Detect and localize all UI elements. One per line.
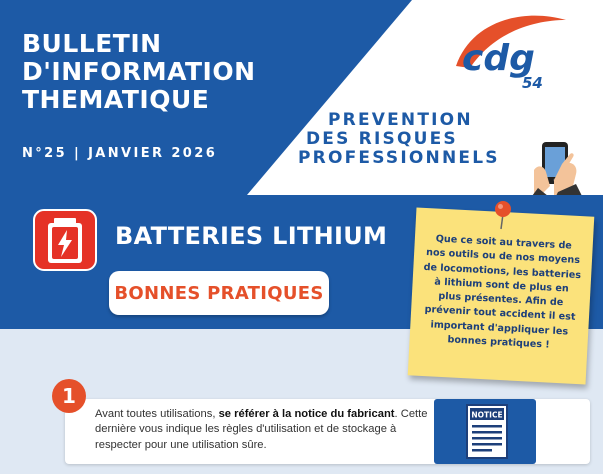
bulletin-title-line-3: THEMATIQUE	[22, 85, 210, 114]
push-pin-icon	[492, 200, 514, 230]
practice-number-1: 1	[52, 379, 86, 413]
good-practices-tag	[109, 271, 329, 315]
practice-text-1	[95, 407, 430, 453]
logo-number: 54	[522, 74, 543, 92]
subtitle-line-1: PREVENTION	[328, 110, 473, 130]
logo-text: cdg	[462, 38, 535, 79]
sticky-note-text: Que ce soit au travers de nos outils ou de nos moyens de locomotions, les batteries à lithium sont de plus en plus présentes. Afin de prévenir tout accident il est important d'appliquer les bonnes pratiques !	[423, 233, 582, 351]
battery-warning-icon	[33, 209, 97, 271]
notice-document-icon	[466, 404, 508, 459]
practice-text-after: . Cette dernière vous indique les règles d'utilisation et de stockage à respecter pour une utilisation sûre.	[95, 408, 428, 451]
bulletin-title-line-1: BULLETIN	[22, 29, 162, 58]
practice-text-bold: se référer à la notice du fabricant	[218, 408, 395, 420]
good-practices-label: BONNES PRATIQUES	[114, 282, 324, 304]
subtitle-line-2: DES RISQUES	[306, 129, 458, 149]
sticky-note	[408, 207, 595, 384]
notice-label: NOTICE	[471, 410, 503, 420]
hand-smartphone-icon	[532, 140, 584, 196]
practice-text-before: Avant toutes utilisations,	[95, 408, 219, 420]
topic-title: BATTERIES LITHIUM	[115, 222, 388, 250]
issue-number: N°25 | JANVIER 2026	[22, 146, 218, 161]
cdg54-logo-icon	[442, 12, 572, 94]
bulletin-title-line-2: D'INFORMATION	[22, 57, 256, 86]
subtitle-line-3: PROFESSIONNELS	[298, 148, 500, 168]
